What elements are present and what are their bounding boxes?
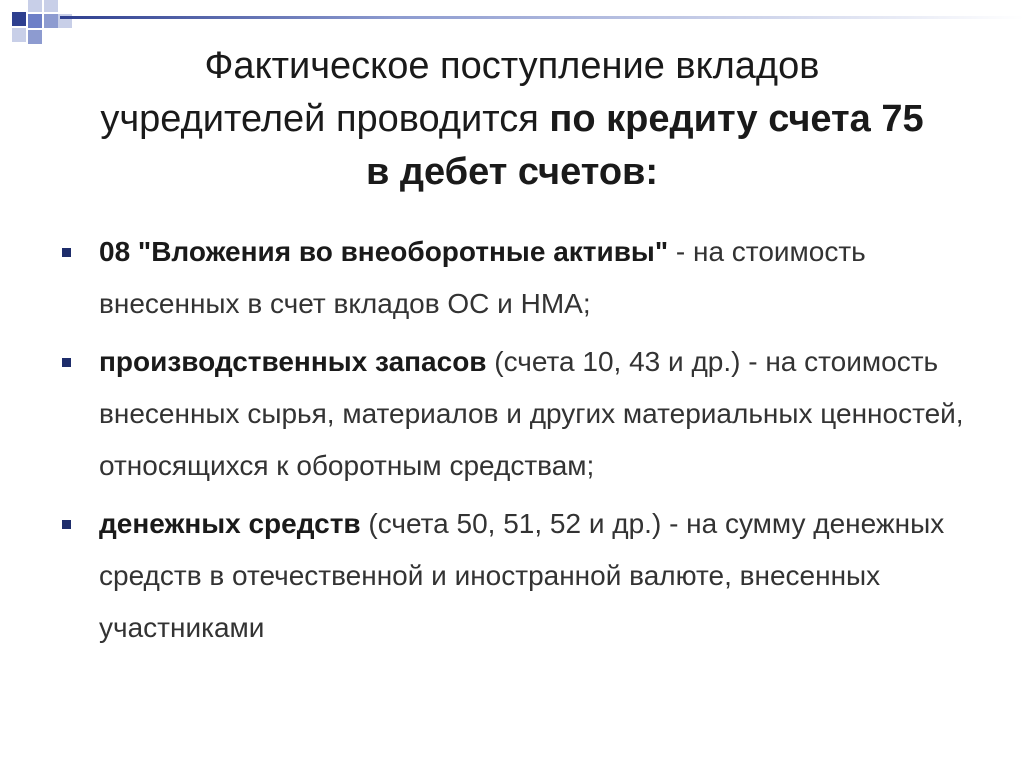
bullet-item [62, 226, 992, 330]
bullet-list [62, 226, 992, 660]
slide-title [40, 40, 984, 199]
deco-square [28, 14, 42, 28]
bullet-item [62, 336, 992, 492]
title-line-2-bold: по кредиту счета 75 [549, 98, 924, 140]
deco-square [28, 0, 42, 12]
bullet-bold-text: производственных запасов [99, 346, 487, 377]
title-line-1: Фактическое поступление вкладов [204, 45, 820, 87]
square-bullet-icon [62, 248, 71, 257]
title-line-2-plain: учредителей проводится [100, 98, 550, 140]
bullet-bold-text: 08 "Вложения во внеоборотные активы" [99, 236, 669, 267]
bullet-item [62, 498, 992, 654]
bullet-text: (счета 10, 43 и др.) - на стоимость внесенных сырья, материалов и других материальных ценностей, относящихся к оборотным средствам; [99, 346, 964, 481]
square-bullet-icon [62, 358, 71, 367]
bullet-text: (счета 50, 51, 52 и др.) - на сумму денежных средств в отечественной и иностранной валюте, внесенных участниками [99, 508, 945, 643]
bullet-text: - на стоимость внесенных в счет вкладов ОС и НМА; [99, 236, 866, 319]
deco-square [12, 12, 26, 26]
deco-square [44, 14, 58, 28]
deco-square [44, 0, 58, 12]
deco-square [12, 28, 26, 42]
square-bullet-icon [62, 520, 71, 529]
title-line-3-bold: в дебет счетов: [365, 151, 659, 193]
bullet-bold-text: денежных средств [99, 508, 361, 539]
deco-line [60, 16, 1024, 19]
